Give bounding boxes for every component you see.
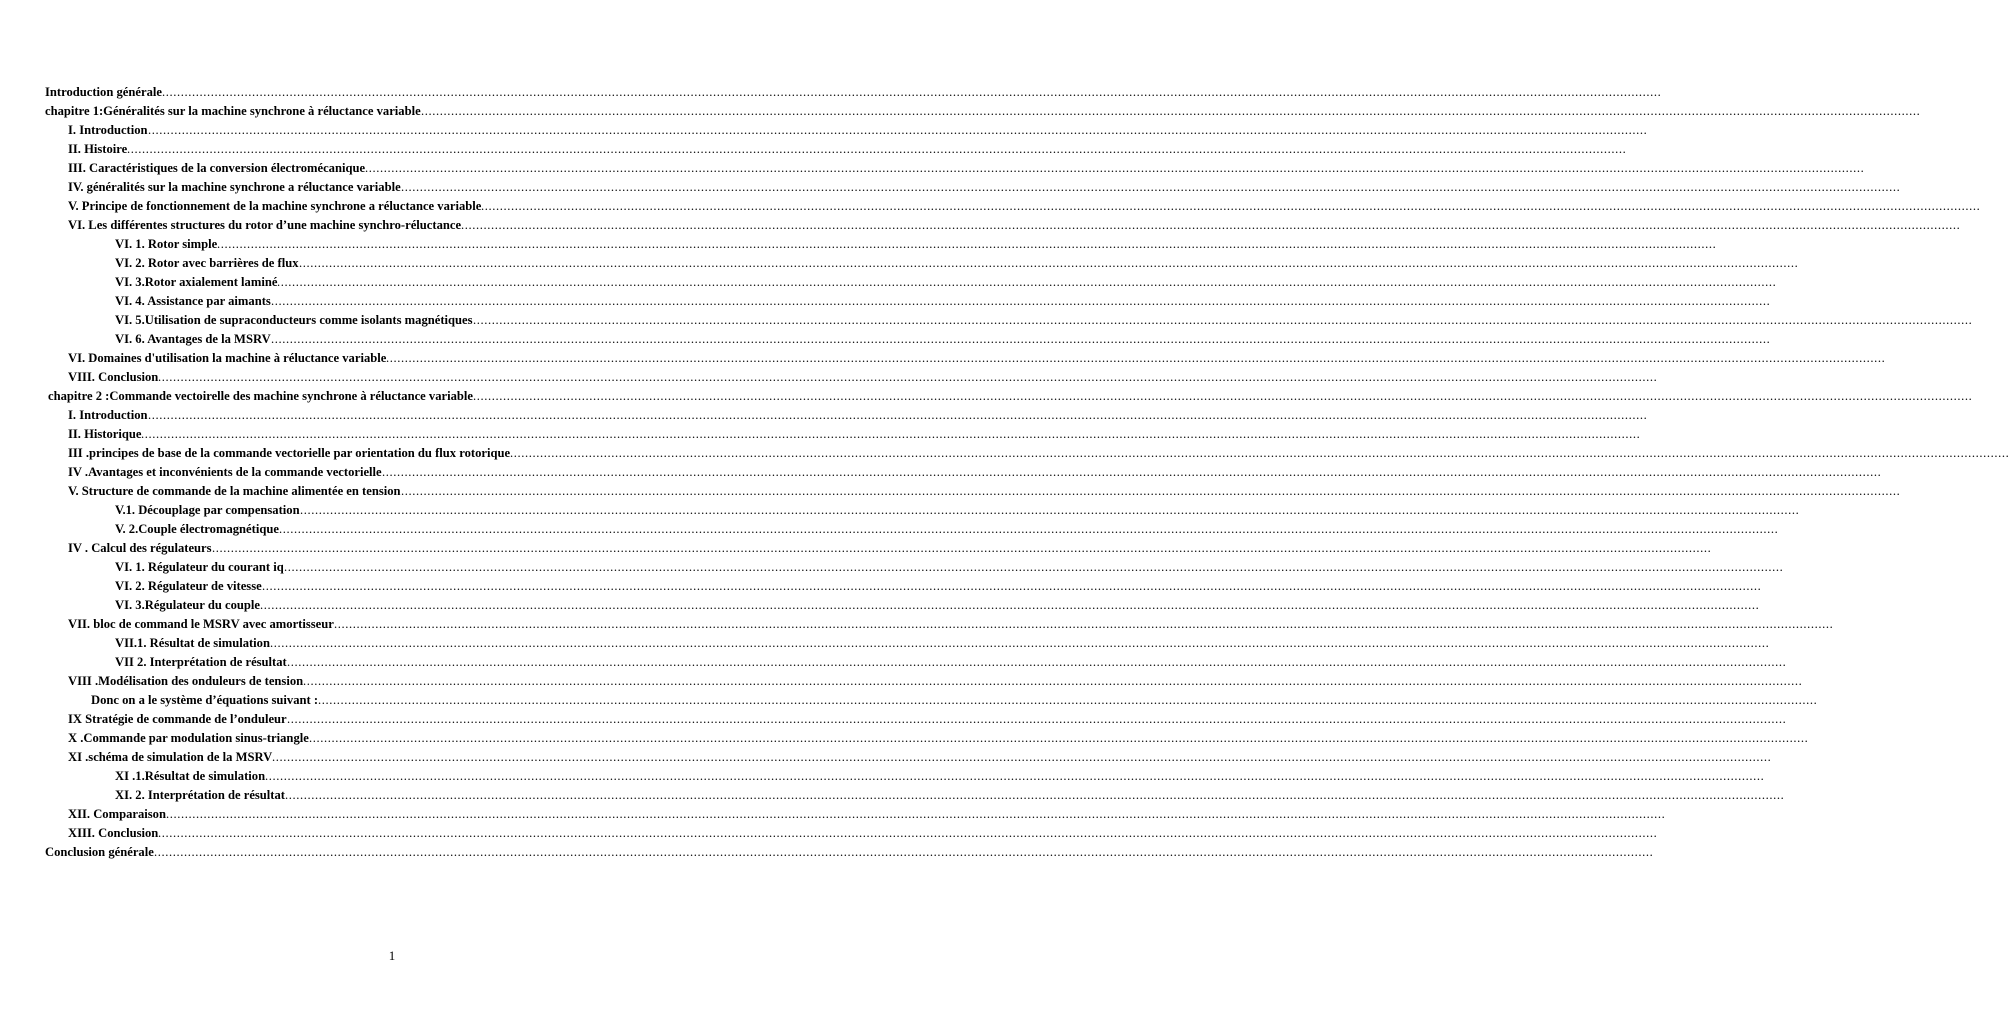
toc-dot-leader: ................................................................................................................................................................................................................................................................................................................................................................................................................: [148, 123, 1648, 137]
toc-entry[interactable]: [0, 596, 1760, 615]
toc-entry-text: XIII. Conclusion: [68, 826, 159, 840]
toc-entry-text: VI. 4. Assistance par aimants: [115, 294, 271, 308]
toc-dot-leader: ................................................................................................................................................................................................................................................................................................................................................................................................................: [309, 731, 1809, 745]
toc-entry-text: VIII. Conclusion: [68, 370, 159, 384]
toc-entry-text: Donc on a le système d’équations suivant :: [91, 693, 319, 707]
toc-dot-leader: ................................................................................................................................................................................................................................................................................................................................................................................................................: [162, 85, 1662, 99]
toc-entry-text: XII. Comparaison: [68, 807, 166, 821]
toc-entry-text: II. Historique: [68, 427, 142, 441]
toc-entry[interactable]: [0, 140, 1627, 159]
toc-dot-leader: ................................................................................................................................................................................................................................................................................................................................................................................................................: [148, 408, 1648, 422]
toc-dot-leader: ................................................................................................................................................................................................................................................................................................................................................................................................................: [461, 218, 1961, 232]
toc-dot-leader: ................................................................................................................................................................................................................................................................................................................................................................................................................: [271, 332, 1771, 346]
toc-entry-text: VI. 1. Rotor simple: [115, 237, 218, 251]
toc-dot-leader: ................................................................................................................................................................................................................................................................................................................................................................................................................: [382, 465, 1882, 479]
toc-entry-text: V. Structure de commande de la machine alimentée en tension: [68, 484, 401, 498]
toc-entry-text: IV . Calcul des régulateurs: [68, 541, 212, 555]
toc-entry-text: VI. Les différentes structures du rotor d’une machine synchro-réluctance: [68, 218, 462, 232]
toc-entry[interactable]: [0, 368, 1658, 387]
toc-entry[interactable]: [0, 273, 1777, 292]
toc-dot-leader: ................................................................................................................................................................................................................................................................................................................................................................................................................: [285, 788, 1785, 802]
toc-dot-leader: ................................................................................................................................................................................................................................................................................................................................................................................................................: [421, 104, 1921, 118]
toc-entry[interactable]: [0, 672, 1803, 691]
toc-dot-leader: ................................................................................................................................................................................................................................................................................................................................................................................................................: [318, 693, 1818, 707]
table-of-contents: [0, 83, 2009, 862]
toc-entry[interactable]: [0, 748, 1772, 767]
toc-entry[interactable]: [0, 691, 1818, 710]
toc-entry[interactable]: [0, 292, 1771, 311]
toc-entry-text: VI. 5.Utilisation de supraconducteurs comme isolants magnétiques: [115, 313, 473, 327]
toc-entry-text: V.1. Découplage par compensation: [115, 503, 300, 517]
toc-entry[interactable]: [0, 235, 1717, 254]
toc-entry-text: XI .schéma de simulation de la MSRV: [68, 750, 273, 764]
toc-dot-leader: ................................................................................................................................................................................................................................................................................................................................................................................................................: [279, 522, 1779, 536]
toc-dot-leader: ................................................................................................................................................................................................................................................................................................................................................................................................................: [217, 237, 1717, 251]
toc-entry[interactable]: [0, 729, 1809, 748]
toc-entry[interactable]: [0, 501, 1800, 520]
toc-dot-leader: ................................................................................................................................................................................................................................................................................................................................................................................................................: [158, 370, 1658, 384]
toc-entry-text: Conclusion générale: [45, 845, 154, 859]
toc-entry[interactable]: [0, 83, 1662, 102]
toc-entry-text: IV .Avantages et inconvénients de la commande vectorielle: [68, 465, 382, 479]
toc-dot-leader: ................................................................................................................................................................................................................................................................................................................................................................................................................: [271, 294, 1771, 308]
toc-dot-leader: ................................................................................................................................................................................................................................................................................................................................................................................................................: [260, 598, 1760, 612]
toc-dot-leader: ................................................................................................................................................................................................................................................................................................................................................................................................................: [141, 427, 1641, 441]
toc-entry-text: VI. 3.Rotor axialement laminé: [115, 275, 278, 289]
toc-dot-leader: ................................................................................................................................................................................................................................................................................................................................................................................................................: [272, 750, 1772, 764]
toc-entry[interactable]: [0, 653, 1787, 672]
toc-dot-leader: ................................................................................................................................................................................................................................................................................................................................................................................................................: [303, 674, 1803, 688]
toc-dot-leader: ................................................................................................................................................................................................................................................................................................................................................................................................................: [481, 199, 1981, 213]
toc-entry-text: V. Principe de fonctionnement de la machine synchrone a réluctance variable: [68, 199, 482, 213]
toc-entry[interactable]: [0, 425, 1641, 444]
toc-entry[interactable]: [0, 159, 1865, 178]
toc-entry-text: II. Histoire: [68, 142, 128, 156]
toc-entry[interactable]: [0, 824, 1658, 843]
toc-entry[interactable]: [0, 539, 1712, 558]
toc-entry[interactable]: [0, 710, 1787, 729]
toc-entry-text: VI. 2. Rotor avec barrières de flux: [115, 256, 299, 270]
toc-entry[interactable]: [0, 843, 1654, 862]
toc-entry-text: I. Introduction: [68, 123, 148, 137]
toc-entry[interactable]: [0, 197, 1981, 216]
toc-entry[interactable]: [0, 786, 1785, 805]
toc-entry[interactable]: [0, 444, 2009, 463]
toc-dot-leader: ................................................................................................................................................................................................................................................................................................................................................................................................................: [127, 142, 1627, 156]
toc-dot-leader: ................................................................................................................................................................................................................................................................................................................................................................................................................: [287, 712, 1787, 726]
toc-dot-leader: ................................................................................................................................................................................................................................................................................................................................................................................................................: [270, 636, 1770, 650]
toc-entry-text: VII.1. Résultat de simulation: [115, 636, 270, 650]
toc-entry[interactable]: [0, 615, 1834, 634]
toc-dot-leader: ................................................................................................................................................................................................................................................................................................................................................................................................................: [265, 769, 1765, 783]
toc-entry-text: VII 2. Interprétation de résultat: [115, 655, 287, 669]
toc-entry-text: X .Commande par modulation sinus-triangle: [68, 731, 309, 745]
toc-dot-leader: ................................................................................................................................................................................................................................................................................................................................................................................................................: [473, 313, 1973, 327]
toc-entry-text: Introduction générale: [45, 85, 162, 99]
toc-dot-leader: ................................................................................................................................................................................................................................................................................................................................................................................................................: [299, 256, 1799, 270]
toc-entry-text: XI. 2. Interprétation de résultat: [115, 788, 285, 802]
toc-entry-text: VI. 3.Régulateur du couple: [115, 598, 260, 612]
toc-entry[interactable]: [0, 387, 1973, 406]
toc-entry[interactable]: [0, 216, 1961, 235]
toc-entry[interactable]: [0, 349, 1886, 368]
toc-entry[interactable]: [0, 311, 1973, 330]
toc-entry-text: VI. 1. Régulateur du courant iq: [115, 560, 284, 574]
toc-dot-leader: ................................................................................................................................................................................................................................................................................................................................................................................................................: [510, 446, 2009, 460]
toc-entry[interactable]: [0, 406, 1648, 425]
toc-dot-leader: ................................................................................................................................................................................................................................................................................................................................................................................................................: [401, 484, 1901, 498]
toc-dot-leader: ................................................................................................................................................................................................................................................................................................................................................................................................................: [277, 275, 1777, 289]
toc-entry[interactable]: [0, 254, 1799, 273]
toc-entry[interactable]: [0, 520, 1779, 539]
toc-entry[interactable]: [0, 121, 1648, 140]
toc-dot-leader: ................................................................................................................................................................................................................................................................................................................................................................................................................: [401, 180, 1901, 194]
toc-dot-leader: ................................................................................................................................................................................................................................................................................................................................................................................................................: [158, 826, 1658, 840]
toc-entry-text: VII. bloc de command le MSRV avec amortisseur: [68, 617, 334, 631]
toc-entry[interactable]: [0, 634, 1770, 653]
toc-entry[interactable]: [0, 102, 1921, 121]
toc-entry[interactable]: [0, 482, 1901, 501]
toc-entry-text: I. Introduction: [68, 408, 148, 422]
toc-dot-leader: ................................................................................................................................................................................................................................................................................................................................................................................................................: [154, 845, 1654, 859]
toc-dot-leader: ................................................................................................................................................................................................................................................................................................................................................................................................................: [300, 503, 1800, 517]
toc-dot-leader: ................................................................................................................................................................................................................................................................................................................................................................................................................: [284, 560, 1784, 574]
toc-entry[interactable]: [0, 178, 1901, 197]
toc-entry[interactable]: [0, 767, 1765, 786]
toc-entry-text: IV. généralités sur la machine synchrone a réluctance variable: [68, 180, 401, 194]
toc-dot-leader: ................................................................................................................................................................................................................................................................................................................................................................................................................: [365, 161, 1865, 175]
toc-dot-leader: ................................................................................................................................................................................................................................................................................................................................................................................................................: [386, 351, 1886, 365]
toc-entry-text: VI. 2. Régulateur de vitesse: [115, 579, 262, 593]
toc-entry-text: XI .1.Résultat de simulation: [115, 769, 266, 783]
toc-entry-text: VIII .Modélisation des onduleurs de tension: [68, 674, 304, 688]
toc-dot-leader: ................................................................................................................................................................................................................................................................................................................................................................................................................: [166, 807, 1666, 821]
page-number: 1: [388, 948, 396, 963]
toc-dot-leader: ................................................................................................................................................................................................................................................................................................................................................................................................................: [334, 617, 1834, 631]
toc-entry[interactable]: [0, 558, 1784, 577]
toc-entry[interactable]: [0, 577, 1762, 596]
toc-entry-text: VI. 6. Avantages de la MSRV: [115, 332, 271, 346]
toc-dot-leader: ................................................................................................................................................................................................................................................................................................................................................................................................................: [212, 541, 1712, 555]
toc-dot-leader: ................................................................................................................................................................................................................................................................................................................................................................................................................: [287, 655, 1787, 669]
toc-dot-leader: ................................................................................................................................................................................................................................................................................................................................................................................................................: [262, 579, 1762, 593]
toc-entry[interactable]: [0, 463, 1882, 482]
toc-entry-text: III .principes de base de la commande vectorielle par orientation du flux rotorique: [68, 446, 511, 460]
toc-entry-text: chapitre 1:Généralités sur la machine synchrone à réluctance variable: [45, 104, 421, 118]
toc-entry-text: VI. Domaines d'utilisation la machine à réluctance variable: [68, 351, 387, 365]
toc-dot-leader: ................................................................................................................................................................................................................................................................................................................................................................................................................: [473, 389, 1973, 403]
toc-entry-text: chapitre 2 :Commande vectoirelle des machine synchrone à réluctance variable: [48, 389, 473, 403]
toc-entry[interactable]: [0, 805, 1666, 824]
toc-entry-text: V. 2.Couple électromagnétique: [115, 522, 279, 536]
toc-entry-text: III. Caractéristiques de la conversion électromécanique: [68, 161, 366, 175]
toc-entry[interactable]: [0, 330, 1771, 349]
toc-entry-text: IX Stratégie de commande de l’onduleur: [68, 712, 287, 726]
